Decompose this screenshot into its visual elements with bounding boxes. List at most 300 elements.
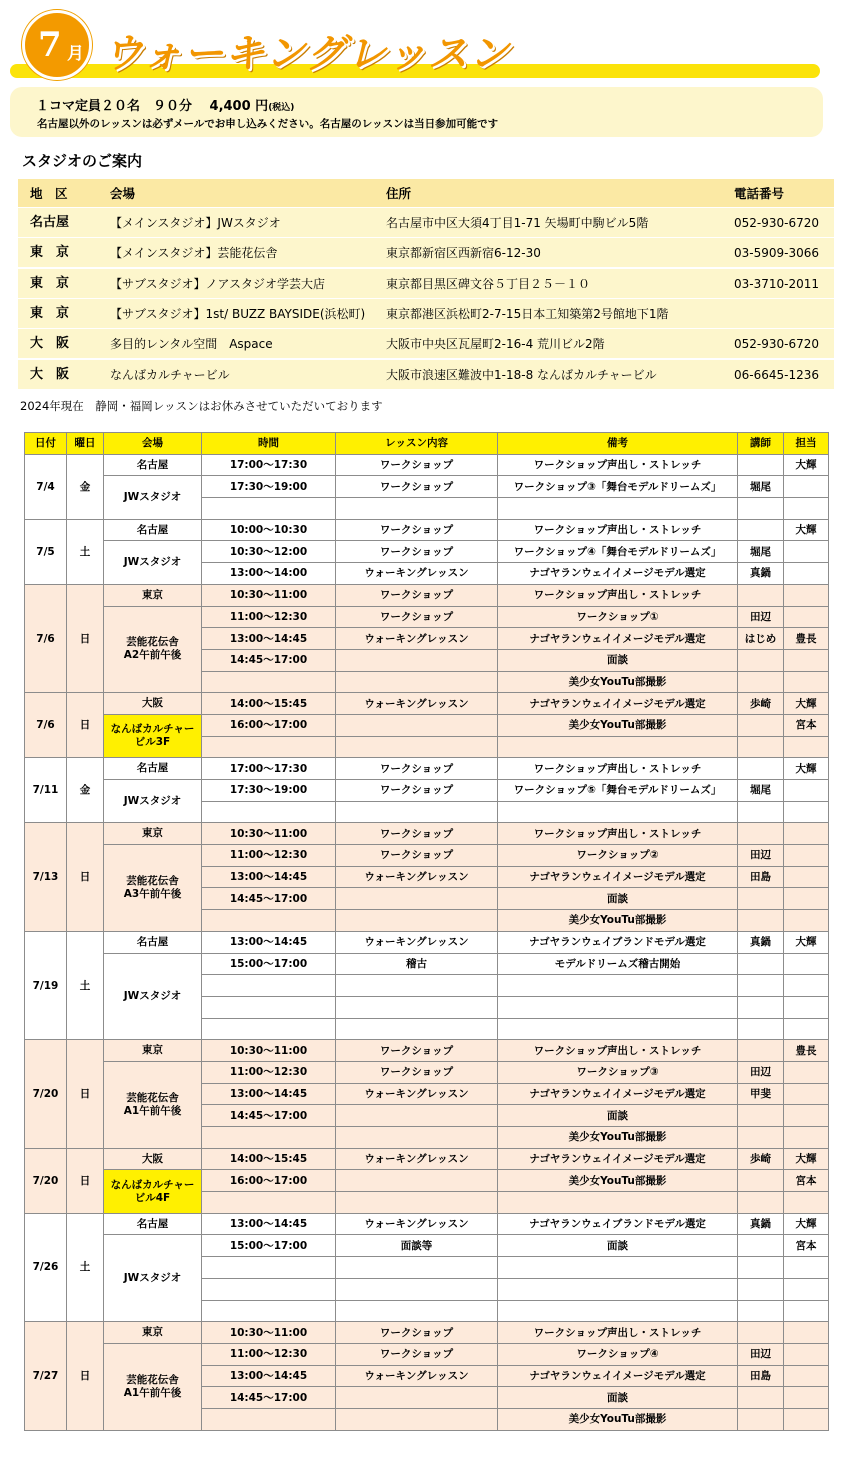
time-cell: 10:00～10:30 bbox=[202, 519, 336, 541]
venue-cell: 名古屋 bbox=[104, 1213, 202, 1235]
staff-cell bbox=[784, 736, 829, 758]
schedule-row bbox=[25, 606, 829, 628]
time-cell: 17:00～17:30 bbox=[202, 454, 336, 476]
instructor-cell: はじめ bbox=[738, 628, 784, 650]
instructor-cell bbox=[738, 649, 784, 671]
staff-cell bbox=[784, 498, 829, 520]
lesson-cell bbox=[336, 1105, 498, 1127]
instructor-cell bbox=[738, 1170, 784, 1192]
staff-cell bbox=[784, 1083, 829, 1105]
staff-cell: 大輝 bbox=[784, 693, 829, 715]
lesson-cell: ウォーキングレッスン bbox=[336, 1083, 498, 1105]
lesson-cell: ワークショップ bbox=[336, 584, 498, 606]
remarks-cell: ナゴヤランウェイイメージモデル選定 bbox=[498, 1365, 738, 1387]
time-cell bbox=[202, 1300, 336, 1322]
studio-row bbox=[18, 359, 834, 389]
studio-tel: 06-6645-1236 bbox=[734, 367, 820, 382]
venue-cell: 大阪 bbox=[104, 1148, 202, 1170]
schedule-header-col-date: 日付 bbox=[25, 433, 67, 455]
remarks-cell bbox=[498, 801, 738, 823]
staff-cell bbox=[784, 866, 829, 888]
instructor-cell bbox=[738, 1235, 784, 1257]
instructor-cell bbox=[738, 1257, 784, 1279]
time-cell: 16:00～17:00 bbox=[202, 714, 336, 736]
staff-cell: 大輝 bbox=[784, 931, 829, 953]
lesson-capacity-price-text: １コマ定員２０名 ９０分 4,400 円 bbox=[36, 99, 269, 114]
instructor-cell: 真鍋 bbox=[738, 563, 784, 585]
date-cell: 7/6 bbox=[25, 584, 67, 692]
time-cell: 10:30～12:00 bbox=[202, 541, 336, 563]
instructor-cell: 田島 bbox=[738, 866, 784, 888]
staff-cell bbox=[784, 996, 829, 1018]
time-cell: 15:00～17:00 bbox=[202, 1235, 336, 1257]
schedule-header-row bbox=[25, 433, 829, 455]
remarks-cell: ワークショップ声出し・ストレッチ bbox=[498, 519, 738, 541]
venue-cell: 芸能花伝舎 A1午前午後 bbox=[104, 1061, 202, 1148]
time-cell: 14:00～15:45 bbox=[202, 693, 336, 715]
weekday-cell: 土 bbox=[67, 931, 104, 1039]
time-cell: 17:30～19:00 bbox=[202, 476, 336, 498]
instructor-cell: 真鍋 bbox=[738, 1213, 784, 1235]
lesson-cell: ウォーキングレッスン bbox=[336, 563, 498, 585]
lesson-cell: ワークショップ bbox=[336, 476, 498, 498]
lesson-cell bbox=[336, 1300, 498, 1322]
remarks-cell: 美少女YouTu部撮影 bbox=[498, 1127, 738, 1149]
lesson-cell: ワークショップ bbox=[336, 1040, 498, 1062]
time-cell: 13:00～14:00 bbox=[202, 563, 336, 585]
studio-area: 東 京 bbox=[30, 305, 70, 321]
remarks-cell bbox=[498, 498, 738, 520]
time-cell: 10:30～11:00 bbox=[202, 1322, 336, 1344]
lesson-cell bbox=[336, 996, 498, 1018]
schedule-header-col-staff: 担当 bbox=[784, 433, 829, 455]
date-cell: 7/4 bbox=[25, 454, 67, 519]
staff-cell bbox=[784, 1105, 829, 1127]
venue-cell: なんばカルチャー ビル4F bbox=[104, 1170, 202, 1213]
time-cell bbox=[202, 1127, 336, 1149]
remarks-cell bbox=[498, 1257, 738, 1279]
instructor-cell: 堀尾 bbox=[738, 780, 784, 802]
studio-venue: 【メインスタジオ】JWスタジオ bbox=[110, 216, 281, 230]
weekday-cell: 日 bbox=[67, 693, 104, 758]
studio-address: 大阪市浪速区難波中1-18-8 なんばカルチャービル bbox=[386, 367, 657, 382]
instructor-cell: 堀尾 bbox=[738, 541, 784, 563]
lesson-cell bbox=[336, 1257, 498, 1279]
instructor-cell: 堀尾 bbox=[738, 476, 784, 498]
staff-cell bbox=[784, 1387, 829, 1409]
lesson-cell: ウォーキングレッスン bbox=[336, 1213, 498, 1235]
time-cell bbox=[202, 1278, 336, 1300]
time-cell: 10:30～11:00 bbox=[202, 584, 336, 606]
studio-venue: なんばカルチャービル bbox=[110, 367, 230, 382]
studio-table-header bbox=[18, 179, 834, 207]
instructor-cell bbox=[738, 736, 784, 758]
remarks-cell: 美少女YouTu部撮影 bbox=[498, 714, 738, 736]
studio-note: 2024年現在 静岡・福岡レッスンはお休みさせていただいております bbox=[20, 399, 383, 413]
remarks-cell bbox=[498, 1278, 738, 1300]
schedule-row bbox=[25, 1148, 829, 1170]
lesson-cell bbox=[336, 498, 498, 520]
lesson-cell bbox=[336, 975, 498, 997]
time-cell: 14:00～15:45 bbox=[202, 1148, 336, 1170]
schedule-row bbox=[25, 1040, 829, 1062]
studio-venue: 多目的レンタル空間 Aspace bbox=[110, 337, 273, 352]
schedule-row bbox=[25, 845, 829, 867]
lesson-booking-note: 名古屋以外のレッスンは必ずメールでお申し込みください。名古屋のレッスンは当日参加可能です bbox=[37, 118, 499, 130]
remarks-cell bbox=[498, 736, 738, 758]
studio-address: 大阪市中央区瓦屋町2-16-4 荒川ビル2階 bbox=[386, 337, 605, 352]
venue-cell: 東京 bbox=[104, 584, 202, 606]
venue-cell: JWスタジオ bbox=[104, 780, 202, 823]
time-cell: 14:45～17:00 bbox=[202, 1387, 336, 1409]
instructor-cell bbox=[738, 823, 784, 845]
time-cell bbox=[202, 996, 336, 1018]
date-cell: 7/13 bbox=[25, 823, 67, 931]
time-cell: 17:00～17:30 bbox=[202, 758, 336, 780]
remarks-cell: 美少女YouTu部撮影 bbox=[498, 1170, 738, 1192]
instructor-cell bbox=[738, 801, 784, 823]
studio-area: 東 京 bbox=[30, 245, 70, 261]
lesson-cell: ウォーキングレッスン bbox=[336, 1365, 498, 1387]
remarks-cell: ワークショップ声出し・ストレッチ bbox=[498, 758, 738, 780]
remarks-cell: ワークショップ④ bbox=[498, 1343, 738, 1365]
studio-header-venue: 会場 bbox=[110, 186, 136, 201]
instructor-cell: 田島 bbox=[738, 1365, 784, 1387]
studio-tel: 03-5909-3066 bbox=[734, 246, 820, 261]
staff-cell: 大輝 bbox=[784, 758, 829, 780]
studio-tel: 03-3710-2011 bbox=[734, 276, 820, 291]
remarks-cell bbox=[498, 996, 738, 1018]
remarks-cell: 美少女YouTu部撮影 bbox=[498, 671, 738, 693]
time-cell: 13:00～14:45 bbox=[202, 628, 336, 650]
staff-cell bbox=[784, 1278, 829, 1300]
time-cell: 10:30～11:00 bbox=[202, 1040, 336, 1062]
venue-cell: 芸能花伝舎 A1午前午後 bbox=[104, 1343, 202, 1430]
remarks-cell: ワークショップ声出し・ストレッチ bbox=[498, 584, 738, 606]
studio-row bbox=[18, 268, 834, 298]
studio-row bbox=[18, 298, 834, 328]
instructor-cell bbox=[738, 1387, 784, 1409]
studio-address: 東京都目黒区碑文谷５丁目２５－１０ bbox=[386, 276, 591, 291]
studio-tel: 052-930-6720 bbox=[734, 337, 820, 352]
instructor-cell bbox=[738, 584, 784, 606]
lesson-info-box bbox=[10, 87, 823, 137]
remarks-cell bbox=[498, 975, 738, 997]
instructor-cell bbox=[738, 519, 784, 541]
tax-note: (税込) bbox=[268, 103, 295, 113]
instructor-cell: 田辺 bbox=[738, 1343, 784, 1365]
time-cell: 11:00～12:30 bbox=[202, 1343, 336, 1365]
time-cell: 11:00～12:30 bbox=[202, 1061, 336, 1083]
instructor-cell bbox=[738, 1018, 784, 1040]
time-cell bbox=[202, 498, 336, 520]
instructor-cell bbox=[738, 996, 784, 1018]
date-cell: 7/26 bbox=[25, 1213, 67, 1321]
weekday-cell: 日 bbox=[67, 1040, 104, 1148]
instructor-cell: 真鍋 bbox=[738, 931, 784, 953]
lesson-cell bbox=[336, 649, 498, 671]
venue-cell: JWスタジオ bbox=[104, 476, 202, 519]
remarks-cell: ワークショップ④「舞台モデルドリームズ」 bbox=[498, 541, 738, 563]
remarks-cell: 美少女YouTu部撮影 bbox=[498, 910, 738, 932]
instructor-cell bbox=[738, 1040, 784, 1062]
lesson-cell: ワークショップ bbox=[336, 519, 498, 541]
date-cell: 7/20 bbox=[25, 1148, 67, 1213]
weekday-cell: 金 bbox=[67, 454, 104, 519]
lesson-cell: ウォーキングレッスン bbox=[336, 693, 498, 715]
time-cell: 13:00～14:45 bbox=[202, 1083, 336, 1105]
venue-cell: 名古屋 bbox=[104, 519, 202, 541]
time-cell: 17:30～19:00 bbox=[202, 780, 336, 802]
staff-cell bbox=[784, 1343, 829, 1365]
date-cell: 7/5 bbox=[25, 519, 67, 584]
studio-area: 大 阪 bbox=[30, 366, 70, 382]
schedule-row bbox=[25, 454, 829, 476]
schedule-row bbox=[25, 931, 829, 953]
venue-cell: 東京 bbox=[104, 1322, 202, 1344]
time-cell: 11:00～12:30 bbox=[202, 845, 336, 867]
staff-cell bbox=[784, 671, 829, 693]
venue-cell: 芸能花伝舎 A2午前午後 bbox=[104, 606, 202, 693]
schedule-row bbox=[25, 584, 829, 606]
staff-cell bbox=[784, 910, 829, 932]
time-cell: 11:00～12:30 bbox=[202, 606, 336, 628]
schedule-table bbox=[24, 432, 829, 1431]
venue-cell: 芸能花伝舎 A3午前午後 bbox=[104, 845, 202, 932]
lesson-cell bbox=[336, 801, 498, 823]
staff-cell bbox=[784, 1061, 829, 1083]
staff-cell: 宮本 bbox=[784, 714, 829, 736]
instructor-cell bbox=[738, 454, 784, 476]
lesson-cell: ワークショップ bbox=[336, 1322, 498, 1344]
staff-cell bbox=[784, 649, 829, 671]
lesson-cell bbox=[336, 1170, 498, 1192]
venue-cell: JWスタジオ bbox=[104, 953, 202, 1040]
staff-cell: 宮本 bbox=[784, 1235, 829, 1257]
venue-cell: JWスタジオ bbox=[104, 1235, 202, 1322]
remarks-cell bbox=[498, 1018, 738, 1040]
time-cell bbox=[202, 1257, 336, 1279]
studio-venue: 【サブスタジオ】1st/ BUZZ BAYSIDE(浜松町) bbox=[110, 306, 366, 321]
remarks-cell: 面談 bbox=[498, 1387, 738, 1409]
studio-tel: 052-930-6720 bbox=[734, 216, 820, 230]
lesson-cell bbox=[336, 736, 498, 758]
schedule-row bbox=[25, 1061, 829, 1083]
lesson-cell bbox=[336, 714, 498, 736]
remarks-cell: ワークショップ声出し・ストレッチ bbox=[498, 1040, 738, 1062]
date-cell: 7/11 bbox=[25, 758, 67, 823]
studio-address: 名古屋市中区大須4丁目1-71 矢場町中駒ビル5階 bbox=[386, 216, 649, 230]
remarks-cell: ワークショップ声出し・ストレッチ bbox=[498, 1322, 738, 1344]
lesson-cell: ウォーキングレッスン bbox=[336, 1148, 498, 1170]
remarks-cell: ナゴヤランウェイブランドモデル選定 bbox=[498, 1213, 738, 1235]
date-cell: 7/27 bbox=[25, 1322, 67, 1430]
instructor-cell bbox=[738, 910, 784, 932]
instructor-cell: 歩崎 bbox=[738, 693, 784, 715]
lesson-cell bbox=[336, 910, 498, 932]
schedule-row bbox=[25, 541, 829, 563]
weekday-cell: 土 bbox=[67, 519, 104, 584]
studio-section-title: スタジオのご案内 bbox=[22, 152, 143, 170]
time-cell bbox=[202, 1192, 336, 1214]
month-unit: 月 bbox=[67, 44, 84, 64]
studio-row bbox=[18, 237, 834, 267]
instructor-cell bbox=[738, 1192, 784, 1214]
studio-venue: 【メインスタジオ】芸能花伝舎 bbox=[110, 246, 278, 261]
remarks-cell: ワークショップ声出し・ストレッチ bbox=[498, 454, 738, 476]
lesson-cell: ワークショップ bbox=[336, 758, 498, 780]
lesson-cell bbox=[336, 1408, 498, 1430]
venue-cell: 名古屋 bbox=[104, 758, 202, 780]
instructor-cell bbox=[738, 758, 784, 780]
remarks-cell: ナゴヤランウェイイメージモデル選定 bbox=[498, 866, 738, 888]
remarks-cell: 面談 bbox=[498, 649, 738, 671]
time-cell bbox=[202, 975, 336, 997]
lesson-cell: ウォーキングレッスン bbox=[336, 931, 498, 953]
instructor-cell: 歩崎 bbox=[738, 1148, 784, 1170]
lesson-cell: ワークショップ bbox=[336, 845, 498, 867]
studio-row bbox=[18, 207, 834, 237]
lesson-cell: ワークショップ bbox=[336, 823, 498, 845]
remarks-cell: 美少女YouTu部撮影 bbox=[498, 1408, 738, 1430]
time-cell: 14:45～17:00 bbox=[202, 888, 336, 910]
staff-cell: 大輝 bbox=[784, 519, 829, 541]
remarks-cell: ナゴヤランウェイイメージモデル選定 bbox=[498, 563, 738, 585]
venue-cell: 東京 bbox=[104, 1040, 202, 1062]
lesson-cell bbox=[336, 671, 498, 693]
instructor-cell bbox=[738, 1127, 784, 1149]
studio-address: 東京都新宿区西新宿6-12-30 bbox=[386, 246, 541, 261]
remarks-cell: ナゴヤランウェイイメージモデル選定 bbox=[498, 1083, 738, 1105]
instructor-cell bbox=[738, 1300, 784, 1322]
schedule-row bbox=[25, 1343, 829, 1365]
studio-area: 東 京 bbox=[30, 275, 70, 291]
staff-cell bbox=[784, 563, 829, 585]
staff-cell: 大輝 bbox=[784, 1148, 829, 1170]
staff-cell bbox=[784, 541, 829, 563]
staff-cell bbox=[784, 1192, 829, 1214]
staff-cell bbox=[784, 1127, 829, 1149]
schedule-header-col-day: 曜日 bbox=[67, 433, 104, 455]
lesson-cell bbox=[336, 1192, 498, 1214]
studio-header-address: 住所 bbox=[386, 186, 412, 201]
studio-header-tel: 電話番号 bbox=[734, 186, 785, 201]
staff-cell bbox=[784, 953, 829, 975]
lesson-cell: 面談等 bbox=[336, 1235, 498, 1257]
venue-cell: 名古屋 bbox=[104, 454, 202, 476]
venue-cell: なんばカルチャー ビル3F bbox=[104, 714, 202, 757]
lesson-cell bbox=[336, 1387, 498, 1409]
schedule-row bbox=[25, 1170, 829, 1192]
schedule-row bbox=[25, 780, 829, 802]
time-cell: 13:00～14:45 bbox=[202, 931, 336, 953]
staff-cell bbox=[784, 1300, 829, 1322]
schedule-header-col-lesson: レッスン内容 bbox=[336, 433, 498, 455]
time-cell: 13:00～14:45 bbox=[202, 866, 336, 888]
instructor-cell bbox=[738, 714, 784, 736]
instructor-cell: 甲斐 bbox=[738, 1083, 784, 1105]
time-cell bbox=[202, 910, 336, 932]
remarks-cell: 面談 bbox=[498, 1235, 738, 1257]
staff-cell bbox=[784, 1408, 829, 1430]
weekday-cell: 日 bbox=[67, 823, 104, 931]
studio-row bbox=[18, 328, 834, 358]
schedule-row bbox=[25, 1322, 829, 1344]
weekday-cell: 金 bbox=[67, 758, 104, 823]
instructor-cell bbox=[738, 975, 784, 997]
schedule-row bbox=[25, 714, 829, 736]
studio-area: 大 阪 bbox=[30, 336, 70, 352]
studio-venue: 【サブスタジオ】ノアスタジオ学芸大店 bbox=[110, 276, 326, 291]
lesson-cell: 稽古 bbox=[336, 953, 498, 975]
staff-cell bbox=[784, 780, 829, 802]
schedule-row bbox=[25, 823, 829, 845]
time-cell bbox=[202, 1408, 336, 1430]
instructor-cell bbox=[738, 1105, 784, 1127]
time-cell: 13:00～14:45 bbox=[202, 1213, 336, 1235]
time-cell bbox=[202, 1018, 336, 1040]
weekday-cell: 土 bbox=[67, 1213, 104, 1321]
staff-cell bbox=[784, 888, 829, 910]
remarks-cell: モデルドリームズ稽古開始 bbox=[498, 953, 738, 975]
lesson-capacity-price bbox=[36, 95, 294, 114]
studio-header-area: 地 区 bbox=[30, 186, 68, 201]
remarks-cell bbox=[498, 1300, 738, 1322]
lesson-cell: ワークショップ bbox=[336, 1343, 498, 1365]
instructor-cell bbox=[738, 1408, 784, 1430]
page-title: ウォーキングレッスン bbox=[103, 30, 510, 77]
schedule-row bbox=[25, 758, 829, 780]
instructor-cell: 田辺 bbox=[738, 845, 784, 867]
remarks-cell: 面談 bbox=[498, 888, 738, 910]
venue-cell: 名古屋 bbox=[104, 931, 202, 953]
studio-area: 名古屋 bbox=[30, 215, 70, 230]
weekday-cell: 日 bbox=[67, 1148, 104, 1213]
time-cell bbox=[202, 801, 336, 823]
remarks-cell bbox=[498, 1192, 738, 1214]
remarks-cell: ワークショップ③ bbox=[498, 1061, 738, 1083]
staff-cell bbox=[784, 584, 829, 606]
staff-cell bbox=[784, 606, 829, 628]
lesson-cell: ウォーキングレッスン bbox=[336, 866, 498, 888]
weekday-cell: 日 bbox=[67, 584, 104, 692]
venue-cell: 大阪 bbox=[104, 693, 202, 715]
time-cell: 15:00～17:00 bbox=[202, 953, 336, 975]
staff-cell: 大輝 bbox=[784, 1213, 829, 1235]
lesson-cell: ワークショップ bbox=[336, 541, 498, 563]
time-cell: 13:00～14:45 bbox=[202, 1365, 336, 1387]
date-cell: 7/19 bbox=[25, 931, 67, 1039]
remarks-cell: ナゴヤランウェイブランドモデル選定 bbox=[498, 931, 738, 953]
remarks-cell: 面談 bbox=[498, 1105, 738, 1127]
lesson-cell: ウォーキングレッスン bbox=[336, 628, 498, 650]
schedule-header-col-remarks: 備考 bbox=[498, 433, 738, 455]
time-cell bbox=[202, 736, 336, 758]
schedule-header-col-instructor: 講師 bbox=[738, 433, 784, 455]
venue-cell: 東京 bbox=[104, 823, 202, 845]
lesson-cell bbox=[336, 1018, 498, 1040]
remarks-cell: ワークショップ⑤「舞台モデルドリームズ」 bbox=[498, 780, 738, 802]
instructor-cell: 田辺 bbox=[738, 1061, 784, 1083]
schedule-row bbox=[25, 1235, 829, 1257]
time-cell: 14:45～17:00 bbox=[202, 1105, 336, 1127]
staff-cell: 宮本 bbox=[784, 1170, 829, 1192]
instructor-cell: 田辺 bbox=[738, 606, 784, 628]
remarks-cell: ワークショップ① bbox=[498, 606, 738, 628]
staff-cell bbox=[784, 1365, 829, 1387]
staff-cell: 豊長 bbox=[784, 1040, 829, 1062]
schedule-row bbox=[25, 519, 829, 541]
